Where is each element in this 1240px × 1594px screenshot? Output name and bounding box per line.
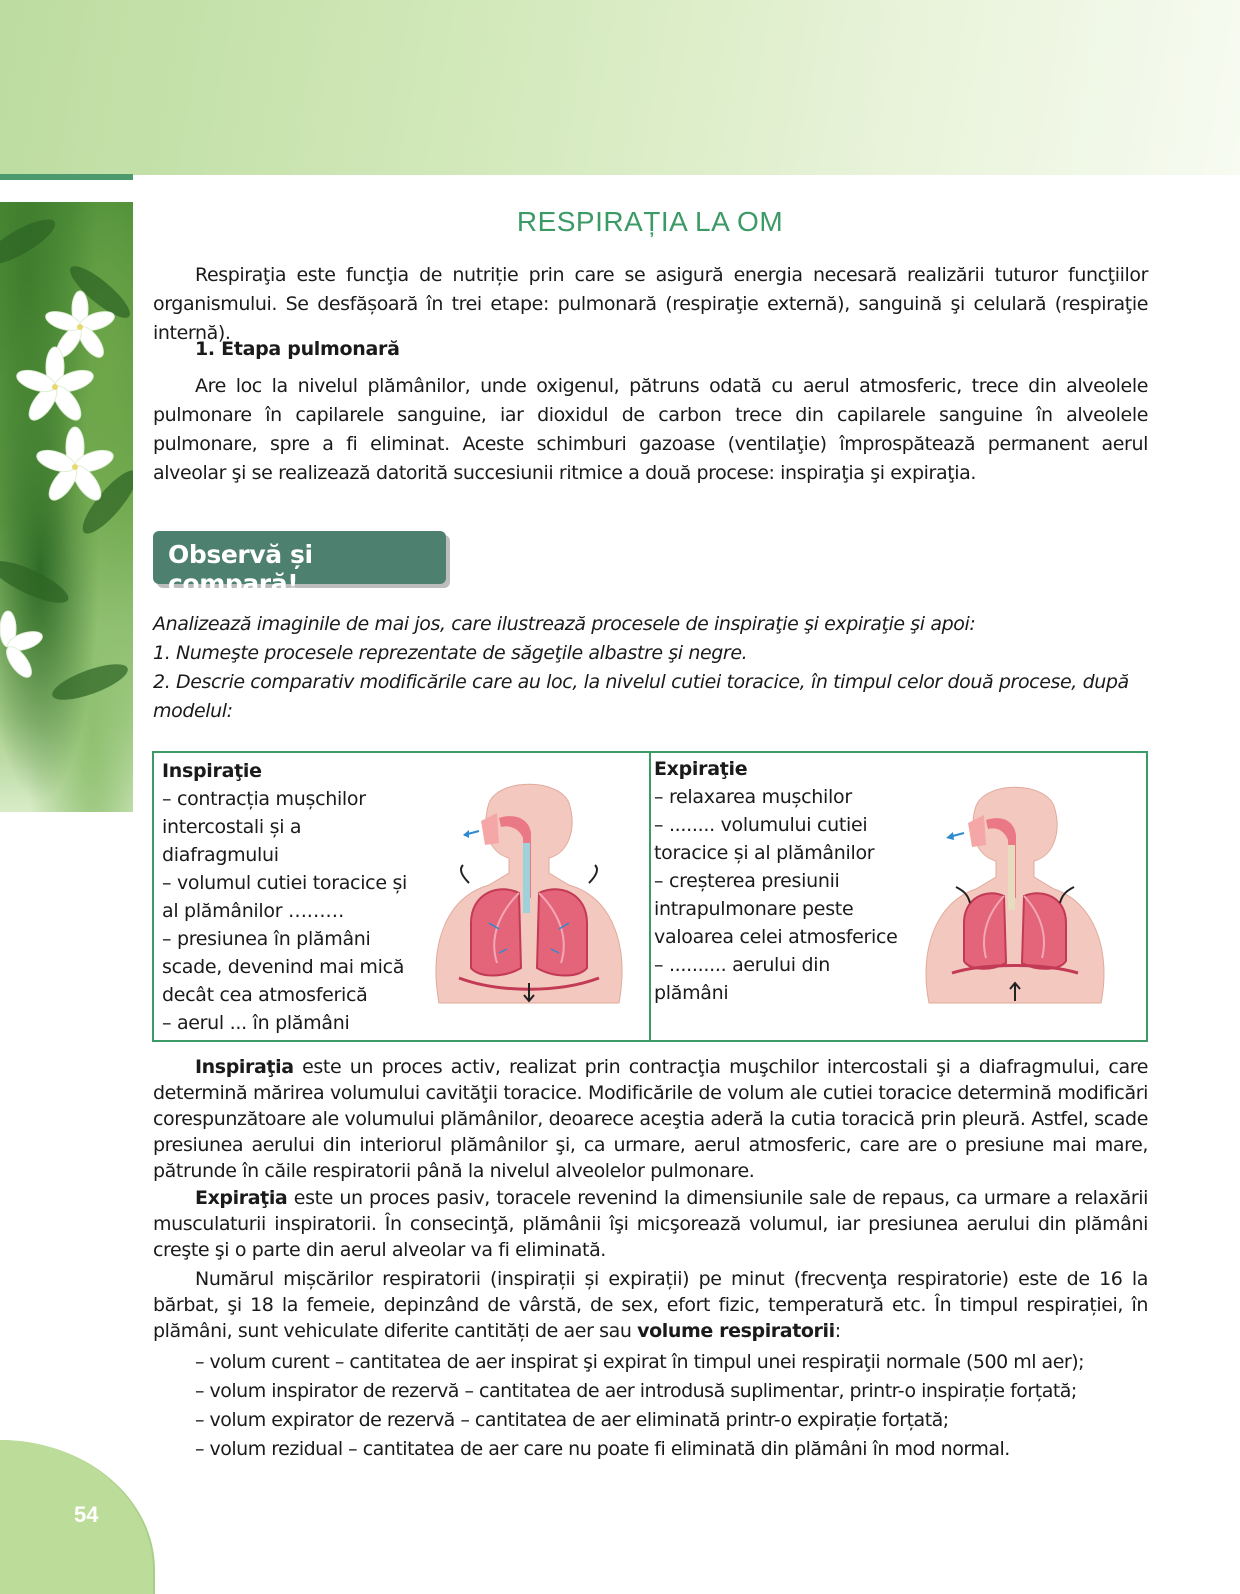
inspiration-line: al plămânilor ……… — [162, 900, 345, 922]
page-title: RESPIRAȚIA LA OM — [516, 206, 784, 237]
inspiration-diagram — [419, 773, 639, 1008]
expiration-line: plămâni — [654, 982, 729, 1004]
expiration-line: – .......... aerului din — [654, 954, 830, 976]
header-accent-line — [0, 174, 133, 180]
expiration-line: – relaxarea mușchilor — [654, 786, 852, 808]
inspiration-line: scade, devenind mai mică — [162, 956, 405, 978]
inspiration-line: intercostali și a — [162, 816, 302, 838]
inspiration-line: – presiunea în plămâni — [162, 928, 371, 950]
inspiration-line: – volumul cutiei toracice și — [162, 872, 408, 894]
frequency-paragraph: Numărul mișcărilor respiratorii (inspirații și expirații) pe minut (frecvenţa respiratorie) este de 16 la bărbat, şi 18 la femeie, depinzând de vârstă, de sex, efort fizic, temperatură etc. În timpul respirației, în plămâni, sunt vehiculate diferite cantități de aer sau volume respiratorii: — [153, 1268, 1148, 1342]
expiration-paragraph: Expiraţia este un proces pasiv, toracele revenind la dimensiunile sale de repaus, ca urmare a relaxării musculaturii inspiratorii. În consecinţă, plămânii îşi micşorează volumul, iar presiunea aerului din plămâni creşte şi o parte din aerul alveolar va fi eliminată. — [153, 1187, 1148, 1261]
task-intro: Analizează imaginile de mai jos, care ilustrează procesele de inspiraţie şi expiraţie şi apoi: — [153, 613, 976, 635]
activity-badge: Observă și compară! — [153, 531, 446, 584]
header-band — [0, 0, 1240, 175]
expiration-line: – creșterea presiunii — [654, 870, 840, 892]
inspiration-line: decât cea atmosferică — [162, 984, 368, 1006]
volume-list-item: – volum rezidual – cantitatea de aer care nu poate fi eliminată din plămâni în mod normal. — [195, 1438, 1010, 1460]
section-heading: 1. Etapa pulmonară — [195, 338, 400, 360]
jasmine-flowers-photo — [0, 202, 133, 812]
expiration-title: Expiraţie — [654, 758, 748, 780]
page-number: 54 — [74, 1502, 99, 1527]
expiration-line: valoarea celei atmosferice — [654, 926, 898, 948]
expiration-line: toracice și al plămânilor — [654, 842, 875, 864]
volume-list-item: – volum inspirator de rezervă – cantitatea de aer introdusă suplimentar, printr-o inspirație forțată; — [195, 1380, 1077, 1402]
inspiration-line: diafragmului — [162, 844, 279, 866]
expiration-line: – ........ volumului cutiei — [654, 814, 868, 836]
section-paragraph: Are loc la nivelul plămânilor, unde oxigenul, pătruns odată cu aerul atmosferic, trece din alveolele pulmonare în capilarele sanguine, iar dioxidul de carbon trece din capilarele sanguine în alveolele pulmonare, spre a fi eliminat. Aceste schimburi gazoase (ventilaţie) împrospătează permanent aerul alveolar şi se realizează datorită succesiunii ritmice a două procese: inspiraţia şi expiraţia. — [153, 375, 1148, 484]
inspiration-line: – aerul ... în plămâni — [162, 1012, 350, 1034]
comparison-table — [152, 751, 1148, 1042]
table-divider — [649, 753, 651, 1040]
volume-list-item: – volum expirator de rezervă – cantitatea de aer eliminată printr-o expirație forțată; — [195, 1409, 949, 1431]
volumes-term: volume respiratorii — [637, 1320, 835, 1342]
task-item-2: 2. Descrie comparativ modificările care au loc, la nivelul cutiei toracice, în timpul celor două procese, după modelul: — [153, 671, 1129, 722]
expiration-column — [654, 755, 898, 1007]
expiration-line: intrapulmonare peste — [654, 898, 854, 920]
inspiration-title: Inspiraţie — [162, 760, 262, 782]
intro-paragraph: Respiraţia este funcţia de nutriție prin care se asigură energia necesară realizării tuturor funcţiilor organismului. Se desfășoară în trei etape: pulmonară (respiraţie externă), sanguină şi celulară (respiraţie internă). — [153, 264, 1148, 344]
inspiration-paragraph: Inspiraţia este un proces activ, realizat prin contracţia muşchilor intercostali şi a diafragmului, care determină mărirea volumului cavităţii toracice. Modificările de volum ale cutiei toracice determină modificări corespunzătoare ale volumului plămânilor, deoarece aceştia aderă la cutia toracică prin pleură. Astfel, scade presiunea aerului din interiorul plămânilor şi, ca urmare, aerul atmosferic, care are o presiune mai mare, pătrunde în căile respiratorii până la nivelul alveolelor pulmonare. — [153, 1056, 1148, 1182]
volume-list-item: – volum curent – cantitatea de aer inspirat şi expirat în timpul unei respiraţii normale (500 ml aer); — [195, 1351, 1085, 1373]
inspiration-line: – contracția mușchilor — [162, 788, 366, 810]
task-item-1: 1. Numeşte procesele reprezentate de săgeţile albastre şi negre. — [153, 642, 748, 664]
inspiration-term: Inspiraţia — [195, 1056, 294, 1078]
expiration-term: Expiraţia — [195, 1187, 288, 1209]
inspiration-column — [162, 757, 407, 1037]
expiration-diagram — [904, 773, 1124, 1008]
